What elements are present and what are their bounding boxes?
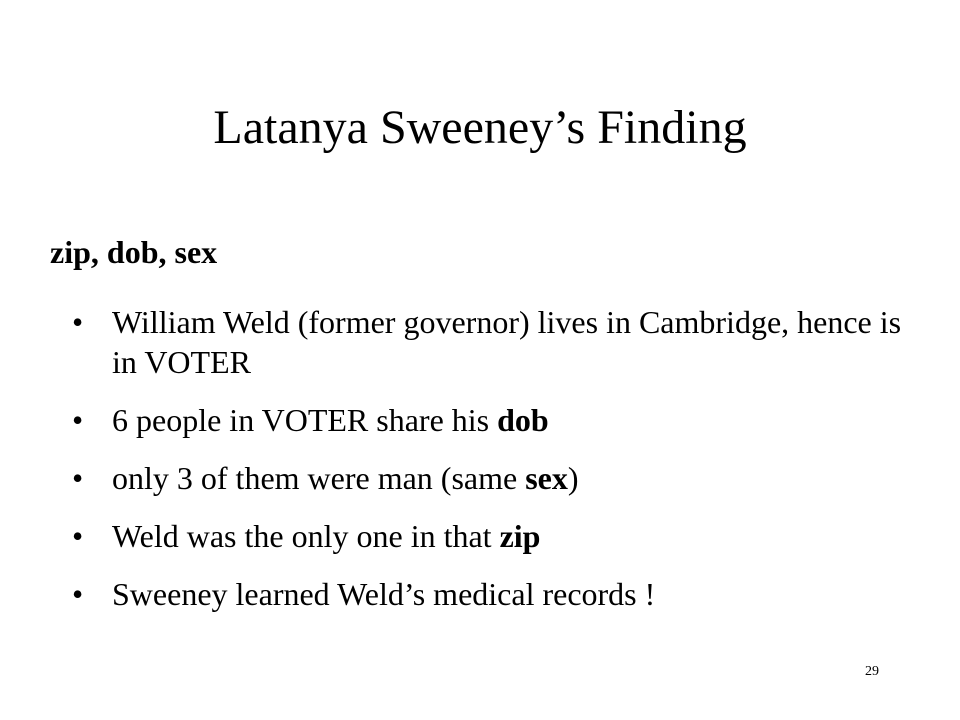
bullet-text: only 3 of them were man (same: [112, 460, 526, 496]
page-number: 29: [865, 664, 879, 679]
bullet-list: [72, 302, 912, 632]
bullet-dot: •: [72, 518, 84, 554]
slide-subheading: zip, dob, sex: [50, 234, 218, 270]
bullet-text: Sweeney learned Weld’s medical records !: [112, 576, 656, 612]
bullet-item: [72, 516, 912, 556]
bullet-dot: •: [72, 304, 84, 340]
bullet-text: 6 people in VOTER share his: [112, 402, 498, 438]
bullet-item: [72, 302, 912, 382]
bullet-dot: •: [72, 576, 84, 612]
bullet-keyword: zip: [499, 518, 541, 554]
bullet-text: Weld was the only one in that: [112, 518, 500, 554]
bullet-keyword: sex: [525, 460, 568, 496]
bullet-text-after: ): [567, 460, 579, 496]
bullet-item: [72, 574, 912, 614]
bullet-dot: •: [72, 402, 84, 438]
slide-title: Latanya Sweeney’s Finding: [213, 101, 747, 154]
bullet-item: [72, 400, 912, 440]
bullet-dot: •: [72, 460, 84, 496]
bullet-text: William Weld (former governor) lives in Cambridge, hence is in VOTER: [112, 304, 902, 380]
bullet-item: [72, 458, 912, 498]
bullet-keyword: dob: [497, 402, 549, 438]
